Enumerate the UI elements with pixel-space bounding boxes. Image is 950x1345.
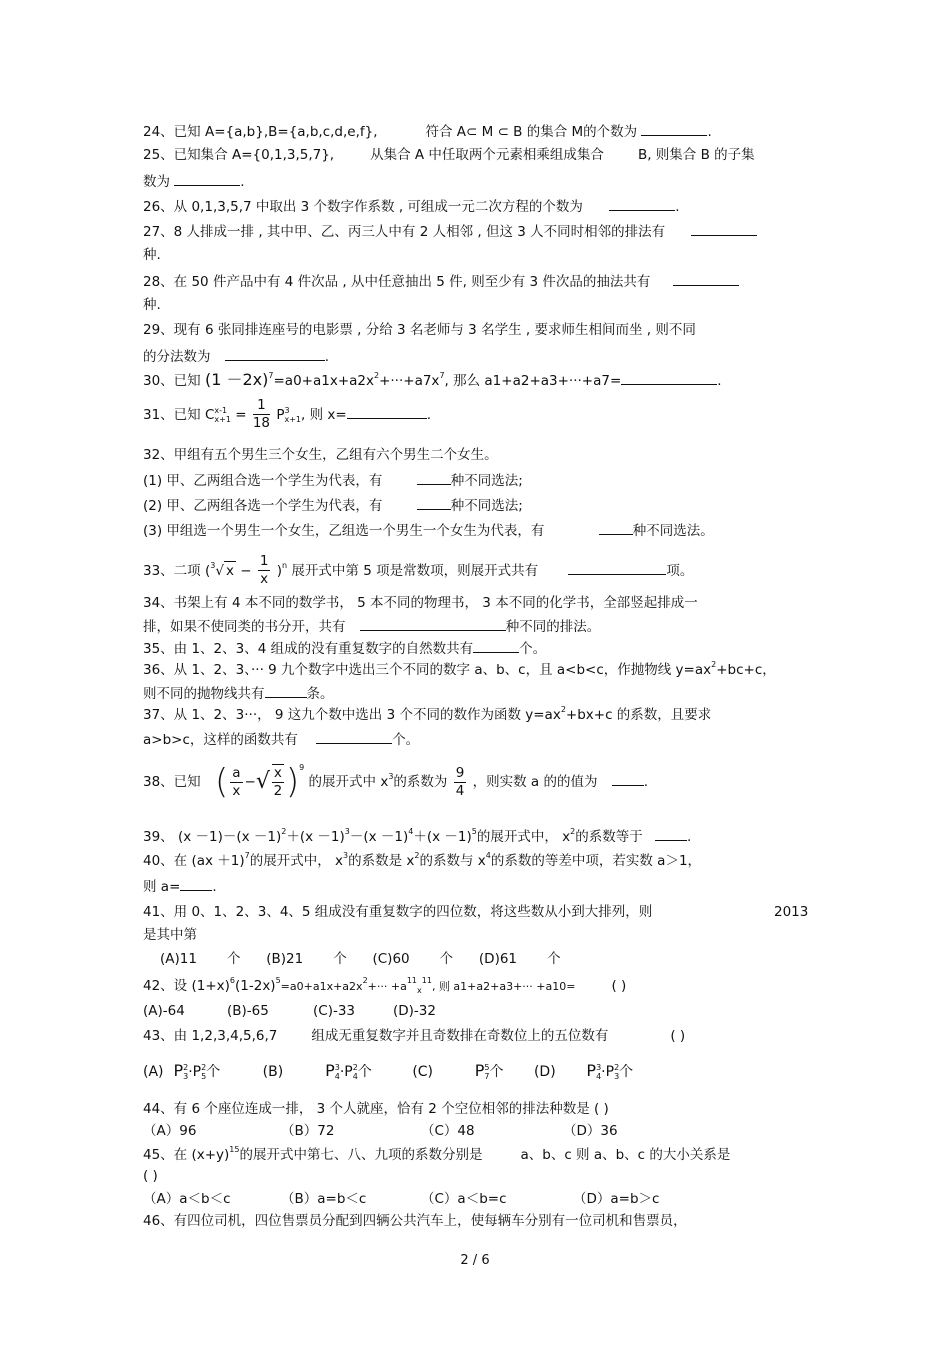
question-30: 30、已知 (1 －2x)7=a0+a1x+a2x2+···+a7x7, 那么 a1+a2+a3+···+a7= . [143,370,722,389]
question-25-cont: 数为 . [143,171,245,191]
answer-blank [473,638,519,653]
question-25: 25、已知集合 A={0,1,3,5,7}, 从集合 A 中任取两个元素相乘组成集合 B, 则集合 B 的子集 [143,147,755,163]
question-34: 34、书架上有 4 本不同的数学书， 5 本不同的物理书， 3 本不同的化学书，全部竖起排成一 [143,595,698,611]
question-43: 43、由 1,2,3,4,5,6,7 组成无重复数字并且奇数排在奇数位上的五位数有 ( ) [143,1028,686,1044]
question-39: 39、 (x －1)－(x －1)2＋(x －1)3－(x －1)4＋(x －1)5的展开式中， x2的系数等于 . [143,827,692,845]
answer-blank [568,560,666,575]
question-42-options: (A)-64 (B)-65 (C)-33 (D)-32 [143,1003,436,1019]
question-32-3: (3) 甲组选一个男生一个女生，乙组选一个男生一个女生为代表，有 种不同选法。 [143,520,714,540]
question-40-cont: 则 a= . [143,876,217,896]
answer-blank [417,470,451,485]
question-32: 32、甲组有五个男生三个女生，乙组有六个男生二个女生。 [143,447,498,463]
answer-blank [599,520,633,535]
question-32-2: (2) 甲、乙两组各选一个学生为代表，有 种不同选法; [143,495,523,515]
question-43-options: (A) P 2 3 ·P 2 5 个 (B) P 3 4 ·P 2 4 个 (C) P 5 7 个 (D) P 3 4 ·P 2 3 个 [143,1061,634,1081]
question-45: 45、在 (x+y)15的展开式中第七、八、九项的系数分别是 a、b、c 则 a、b、c 的大小关系是 [143,1145,731,1163]
fraction: $\frac{1}{18}$ [252,397,271,431]
question-38: 38、已知 ( $\frac{a}{x}$ −√ $\frac{x}{2}$ )9 的展开式中 x3的系数为 $\frac{9}{4}$ ，则实数 a 的的值为 . [143,762,649,802]
answer-blank [621,370,717,385]
answer-blank [265,683,307,698]
answer-blank [225,346,325,361]
page-number: 2 / 6 [460,1253,490,1268]
answer-blank [641,121,707,136]
answer-blank [347,404,427,419]
answer-blank [360,616,506,631]
question-36-cont: 则不同的抛物线共有 条。 [143,683,334,703]
answer-blank [180,876,212,891]
question-36: 36、从 1、2、3、··· 9 九个数字中选出三个不同的数字 a、b、c，且 a<b<c，作抛物线 y=ax2+bc+c， [143,660,776,678]
question-41: 41、用 0、1、2、3、4、5 组成没有重复数字的四位数，将这些数从小到大排列，则 2013 [143,904,809,920]
question-42: 42、设 (1+x)6(1-2x)5=a0+a1x+a2x2+··· +a11x11, 则 a1+a2+a3+··· +a10= ( ) [143,976,627,995]
question-37-cont: a>b>c，这样的函数共有 个。 [143,729,419,749]
question-24: 24、已知 A={a,b},B={a,b,c,d,e,f}, 符合 A⊂ M ⊂ B 的集合 M的个数为 . [143,121,712,141]
question-46: 46、有四位司机，四位售票员分配到四辆公共汽车上，使每辆车分别有一位司机和售票员， [143,1213,687,1229]
question-33: 33、二项 (3√ x − $\frac{1}{x}$ )n 展开式中第 5 项是常数项，则展开式共有 项。 [143,553,694,587]
question-34-cont: 排，如果不使同类的书分开，共有 种不同的排法。 [143,616,600,636]
question-45-options: （A）a＜b＜c （B）a=b＜c （C）a＜b=c （D）a=b＞c [143,1191,660,1207]
question-37: 37、从 1、2、3···， 9 这九个数中选出 3 个不同的数作为函数 y=ax2+bx+c 的系数，且要求 [143,705,712,723]
fraction: $\frac{1}{x}$ [259,553,269,587]
answer-blank [673,271,739,286]
question-29: 29、现有 6 张同排连座号的电影票 , 分给 3 名老师与 3 名学生 , 要求师生相间而坐 , 则不同 [143,322,696,338]
answer-blank [417,495,451,510]
question-28: 28、在 50 件产品中有 4 件次品 , 从中任意抽出 5 件, 则至少有 3 件次品的抽法共有 [143,271,739,291]
question-41-options: (A)11 个 (B)21 个 (C)60 个 (D)61 个 [160,951,561,967]
question-45-cont: ( ) [143,1168,158,1184]
question-41-cont: 是其中第 [143,927,197,943]
question-26: 26、从 0,1,3,5,7 中取出 3 个数字作系数 , 可组成一元二次方程的个数为 . [143,196,680,216]
answer-blank [691,221,757,236]
answer-blank [609,196,675,211]
answer-blank [612,771,644,786]
question-35: 35、由 1、2、3、4 组成的没有重复数字的自然数共有 个。 [143,638,546,658]
question-40: 40、在 (ax ＋1)7的展开式中， x3的系数是 x2的系数与 x4的系数的等差中项，若实数 a＞1， [143,851,702,869]
question-27-cont: 种. [143,247,161,263]
question-44-options: （A）96 （B）72 （C）48 （D）36 [143,1123,618,1139]
answer-blank [174,171,240,186]
question-32-1: (1) 甲、乙两组合选一个学生为代表，有 种不同选法; [143,470,523,490]
question-29-cont: 的分法数为 . [143,346,329,366]
question-44: 44、有 6 个座位连成一排， 3 个人就座，恰有 2 个空位相邻的排法种数是 ( ) [143,1101,609,1117]
fraction: $\frac{x}{2}$ [273,765,283,799]
answer-blank [316,729,392,744]
question-28-cont: 种. [143,297,161,313]
question-27: 27、8 人排成一排 , 其中甲、乙、丙三人中有 2 人相邻 , 但这 3 人不同时相邻的排法有 [143,221,757,241]
fraction: $\frac{a}{x}$ [232,764,241,799]
fraction: $\frac{9}{4}$ [455,764,465,799]
question-31: 31、已知 C x-1 x+1 = $\frac{1}{18}$ P 3 x+1 , 则 x= . [143,397,431,431]
answer-blank [655,826,687,841]
